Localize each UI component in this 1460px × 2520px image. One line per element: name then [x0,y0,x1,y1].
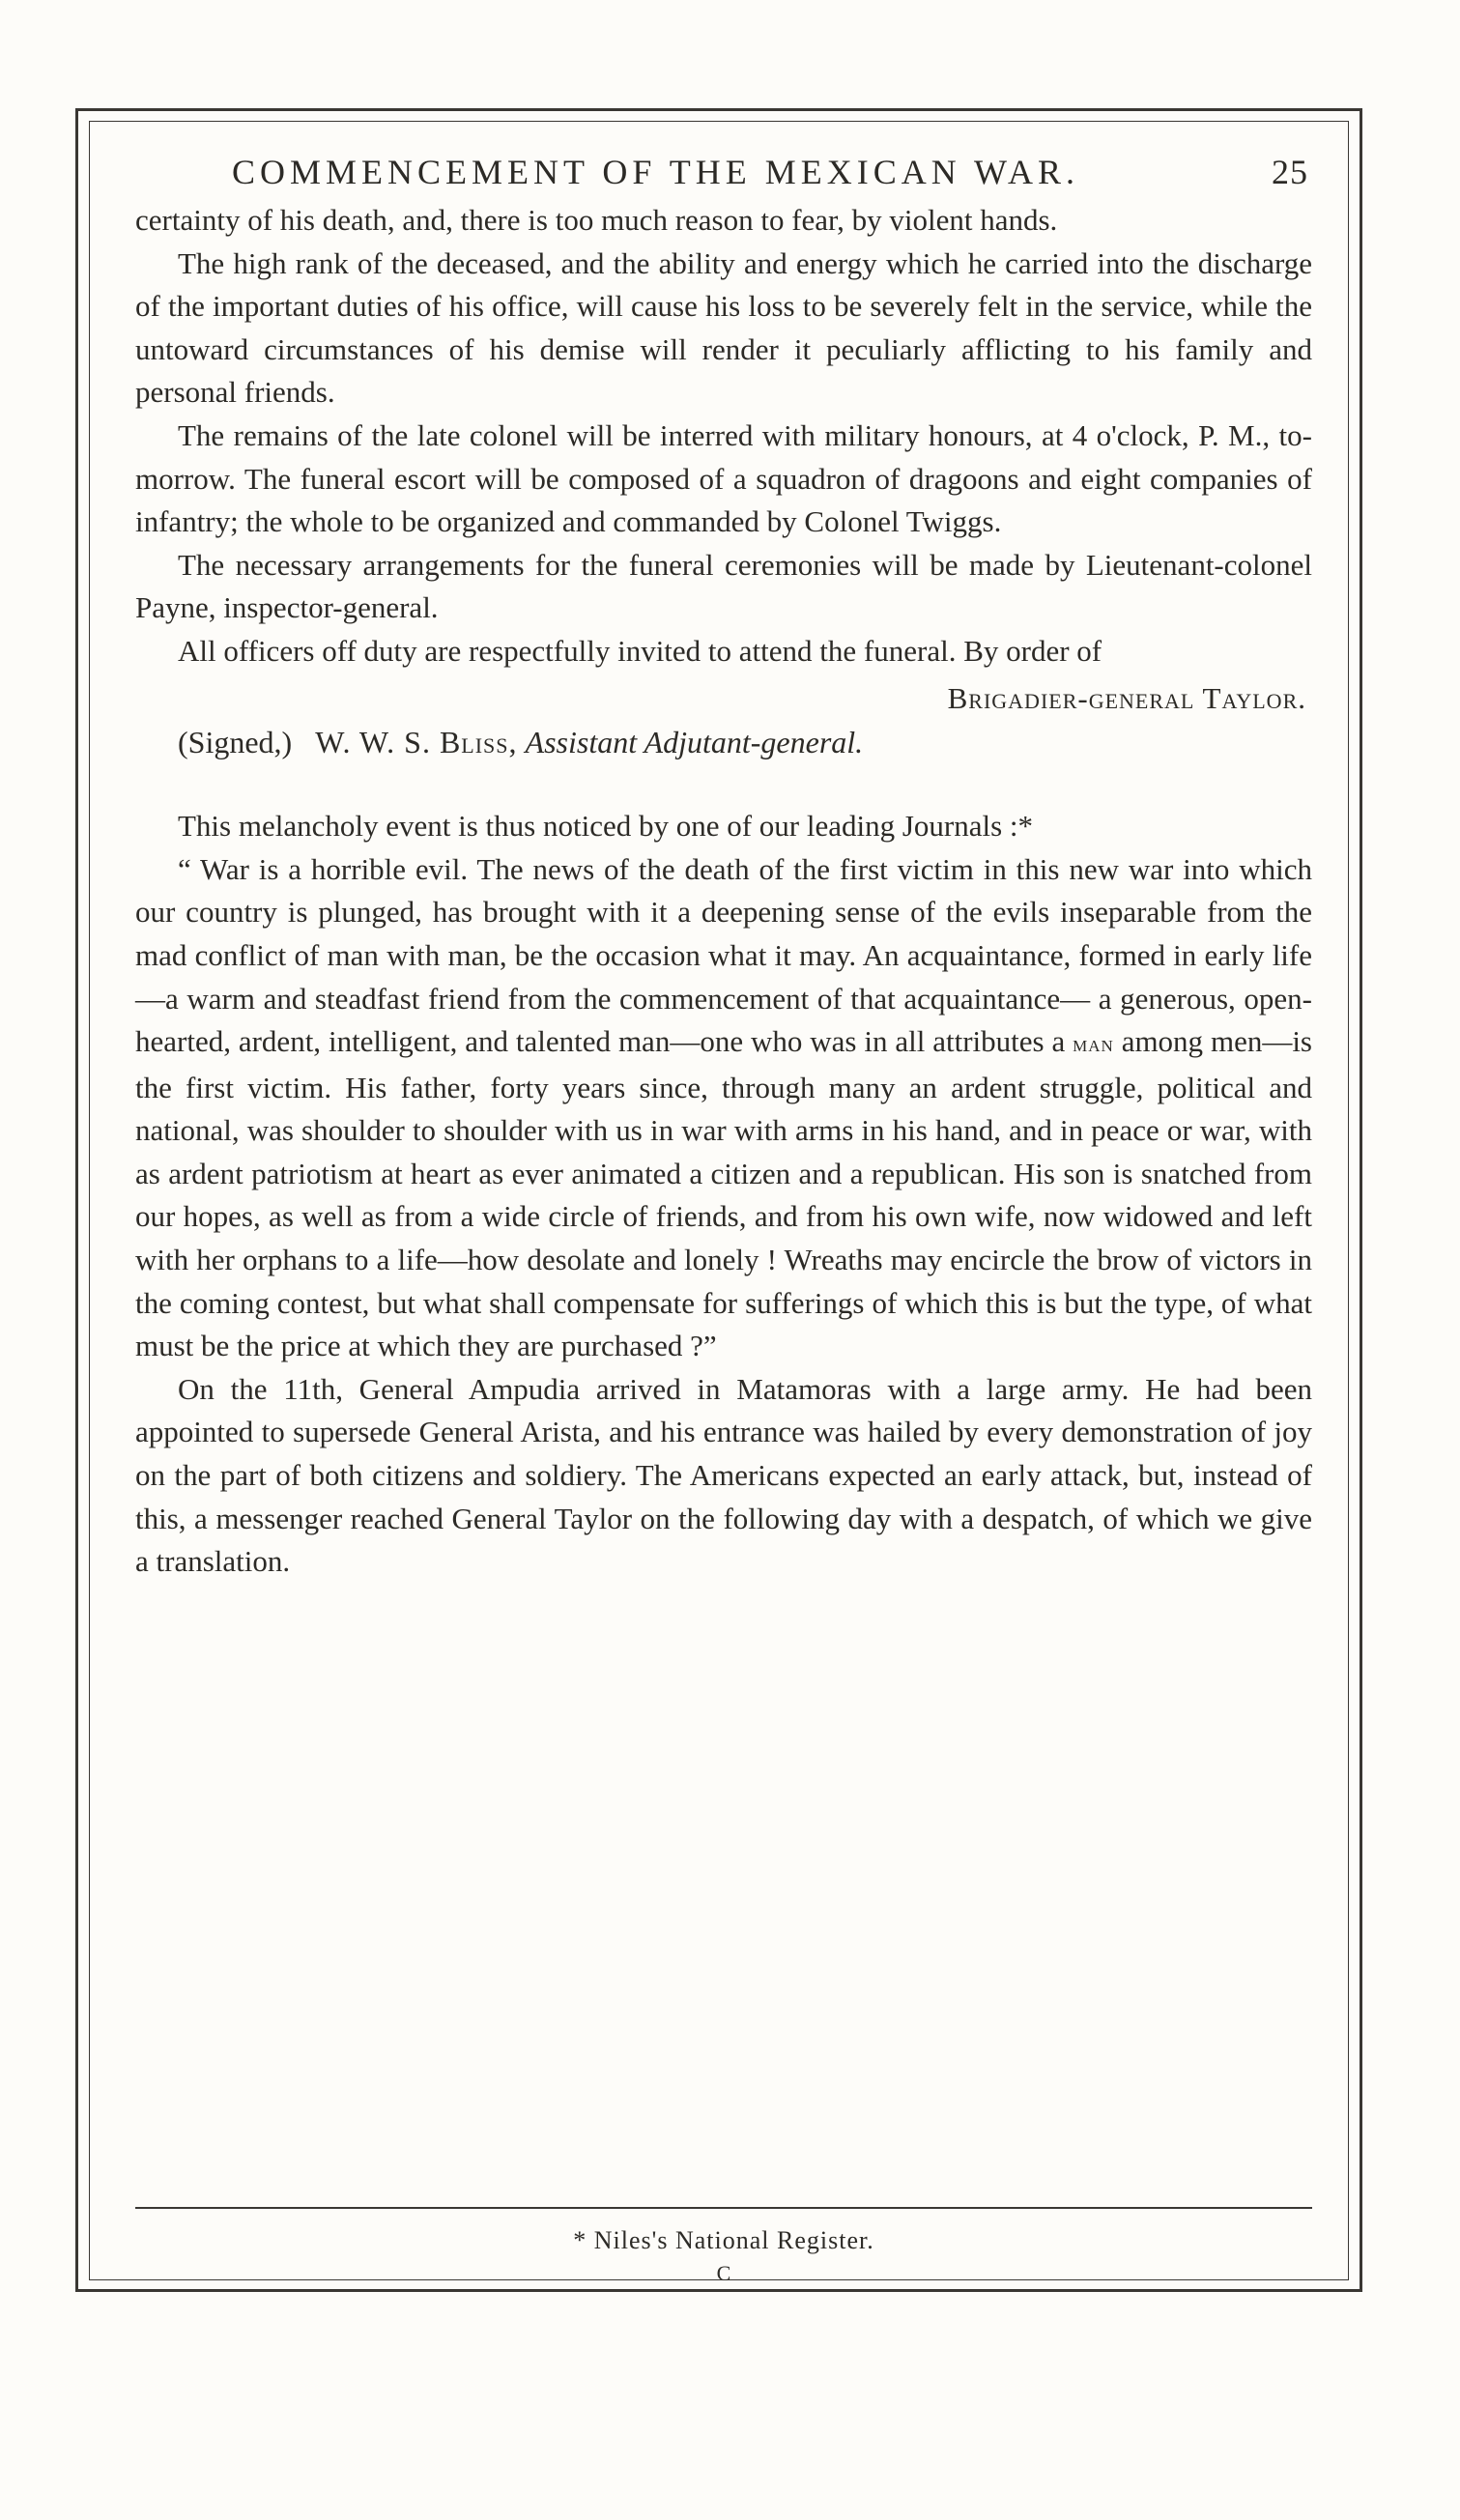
paragraph-journal-intro: This melancholy event is thus noticed by one of our leading Journals :* [178,809,1034,844]
signed-line [135,720,1312,764]
running-head [135,145,1312,199]
paragraph-continuation: certainty of his death, and, there is too much reason to fear, by violent hands. [135,203,1058,237]
paragraph-high-rank: The high rank of the deceased, and the ability and energy which he carried into the discharge of the important duties of his office, will cause his loss to be severely felt in the service, while the untoward circumstances of his demise will render it peculiarly afflicting to his family and personal friends. [135,245,1312,410]
page-number: 25 [1272,153,1308,191]
quote-man-word: man [1073,1032,1114,1058]
signature-mark: C [716,2261,731,2285]
page-content [135,145,1312,1584]
paragraph-arrangements: The necessary arrangements for the funeral ceremonies will be made by Lieutenant-colonel Payne, inspector-general. [135,547,1312,625]
footnote-rule [135,2207,1312,2209]
signed-title: Assistant Adjutant-general. [525,725,864,760]
section-gap [135,764,1312,805]
footnote: * Niles's National Register. [573,2226,874,2254]
quote-part-1: “ War is a horrible evil. The news of the death of the first victim in this new war into which our country is plunged, has brought with it a deepening sense of the evils inseparable from the mad conflict of man with man, be the occasion what it may. An acquaintance, formed in early life—a warm and steadfast friend from the commencement of that acquaintance— a generous, open-hearted, ardent, intelligent, and talented man—one who was in all attributes a [135,851,1312,1059]
running-title: COMMENCEMENT OF THE MEXICAN WAR. [232,153,1080,191]
signed-name: W. W. S. Bliss, [315,725,518,760]
quote-part-2: among men—is the first victim. His father, forty years since, through many an ardent struggle, political and national, was shoulder to shoulder with us in war with arms in his hand, and in peace or war, with as ardent patriotism at heart as ever animated a citizen and a republican. His son is snatched from our hopes, as well as from a wide circle of friends, and from his own wife, now widowed and left with her orphans to a life—how desolate and lonely ! Wreaths may encircle the brow of victors in the coming contest, but what shall compensate for sufferings of which this is but the type, of what must be the price at which they are purchased ?” [135,1024,1312,1363]
signed-prefix: (Signed,) [178,725,293,760]
paragraph-remains: The remains of the late colonel will be interred with military honours, at 4 o'clock, P. M., to-morrow. The funeral escort will be composed of a squadron of dragoons and eight companies of infantry; the whole to be organized and commanded by Colonel Twiggs. [135,417,1312,539]
paragraph-ampudia: On the 11th, General Ampudia arrived in Matamoras with a large army. He had been appointed to supersede General Arista, and his entrance was hailed by every demonstration of joy on the part of both citizens and soldiery. The Americans expected an early attack, but, instead of this, a messenger reached General Taylor on the following day with a despatch, of which we give a translation. [135,1371,1312,1579]
paragraph-journal-quote [135,848,1312,1368]
paragraph-officers: All officers off duty are respectfully invited to attend the funeral. By order of [178,633,1102,668]
order-signature: Brigadier-general Taylor. [947,680,1306,715]
